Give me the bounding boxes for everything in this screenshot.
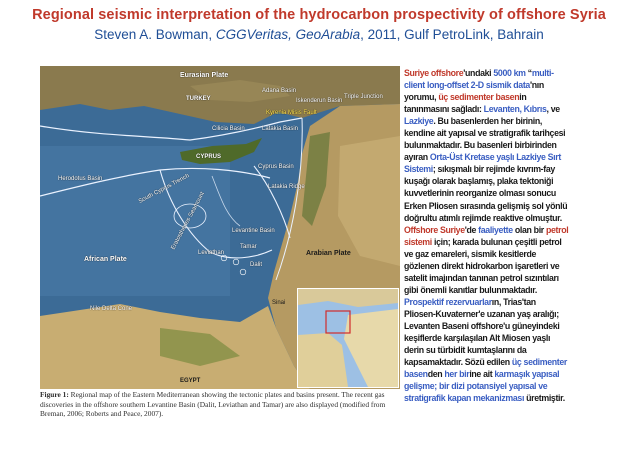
text-run: basen — [404, 369, 428, 380]
text-run: Suriye offshore — [404, 68, 464, 78]
label-african-plate: African Plate — [84, 256, 127, 263]
text-run: Prospektif rezervuarlar — [404, 296, 492, 307]
slide-subtitle — [0, 27, 638, 42]
text-run: Sistemi — [404, 164, 433, 175]
text-run: Pliosen-Kuvaterner'e uzanan yaş aralığı; — [404, 308, 559, 319]
text-run: bulunmaktadır. Bu basenleri birbirinden — [404, 140, 557, 151]
text-run: gibi önemli kanıtlar bulunmaktadır. — [404, 284, 537, 295]
label-egypt: EGYPT — [180, 378, 201, 384]
affiliation: CGGVeritas, GeoArabia — [215, 27, 361, 42]
text-line — [404, 356, 630, 368]
turkish-summary-text — [404, 67, 630, 404]
text-run: Lazkiye — [404, 116, 434, 127]
text-run: ın, Trias'tan — [491, 296, 536, 307]
label-leviathan: Leviathan — [198, 250, 225, 256]
text-run: “ — [525, 68, 532, 78]
text-run: Offshore Suriye — [404, 224, 465, 235]
text-run: yorumu, — [404, 92, 439, 103]
text-line — [404, 284, 630, 296]
text-run: üç sedimenter basen — [438, 92, 520, 103]
text-line — [404, 272, 630, 284]
text-run: , ve — [546, 104, 560, 115]
text-run: ve gaz emareleri, sismik kesitlerde — [404, 248, 537, 259]
text-line — [404, 151, 630, 163]
text-line — [404, 224, 630, 236]
label-south-cyprus-trench: South Cyprus Trench — [137, 173, 191, 205]
text-line — [404, 67, 630, 79]
label-eurasian-plate: Eurasian Plate — [180, 72, 229, 79]
caption-text: Regional map of the Eastern Mediterranean showing the tectonic plates and basins present. The recent gas discoveries in the offshore southern Levantine Basin (Dalit, Leviathan and Tamar) are also displayed (modified from Breman, 2006; Roberts and Peace, 2007). — [40, 390, 386, 419]
text-run: kapsamaktadır. Sözü edilen — [404, 357, 512, 368]
label-cilicia-basin: Cilicia Basin — [212, 126, 245, 132]
text-line — [404, 103, 630, 115]
text-line — [404, 368, 630, 380]
label-herodotus-basin: Herodotus Basin — [58, 176, 103, 182]
text-run: tanınmasını sağladı: — [404, 104, 484, 115]
label-latakia-basin: Latakia Basin — [262, 126, 299, 132]
text-run: . Bu basenlerden her birinin, — [433, 116, 542, 127]
text-run: petrol — [545, 224, 569, 235]
text-run: client long-offset 2-D sismik data — [404, 80, 530, 91]
inset-graphic — [298, 289, 398, 387]
text-run: faaliyette — [478, 224, 513, 235]
label-triple-junction: Triple Junction — [344, 94, 383, 100]
label-sinai: Sinai — [272, 300, 286, 306]
citation: , 2011, Gulf PetroLink, Bahrain — [360, 27, 544, 42]
text-run: üç sedimenter — [511, 357, 567, 368]
label-tamar: Tamar — [240, 244, 257, 250]
text-run: Levanten Baseni offshore'u güneyindeki — [404, 320, 560, 331]
text-run: satelit imajından tanınan petrol sızıntıları — [404, 272, 559, 283]
label-arabian-plate: Arabian Plate — [306, 250, 351, 257]
text-run: Orta-Üst Kretase yaşlı Lazkiye Sırt — [429, 152, 561, 163]
label-cyprus-basin: Cyprus Basin — [258, 164, 294, 170]
text-line — [404, 79, 630, 91]
text-run: 'de — [464, 224, 479, 235]
text-run: multi- — [531, 68, 554, 78]
text-line — [404, 248, 630, 260]
text-line — [404, 332, 630, 344]
text-line — [404, 308, 630, 320]
text-run: den — [427, 369, 445, 380]
text-run: Levanten, Kıbrıs — [483, 104, 547, 115]
text-line — [404, 175, 630, 187]
text-run: doğrultu atımlı rejimde reaktive olmuştur. — [404, 212, 562, 223]
text-run: ine ait — [469, 369, 495, 380]
text-run: gelişme; bir dizi potansiyel yapısal ve — [404, 381, 548, 392]
label-turkey: TURKEY — [186, 96, 211, 102]
text-line — [404, 344, 630, 356]
label-levantine-basin: Levantine Basin — [232, 228, 275, 234]
text-run: olan bir — [512, 224, 546, 235]
caption-label: Figure 1: — [40, 390, 69, 399]
text-run: ; sıkışmalı bir rejimde kıvrım-fay — [432, 164, 555, 175]
text-line — [404, 127, 630, 139]
text-line — [404, 115, 630, 127]
text-run: sistemi — [404, 236, 432, 247]
figure-caption — [40, 390, 400, 419]
text-run: 5000 km — [493, 68, 526, 78]
text-run: kuşağı olarak başlamış, plaka tektoniği — [404, 176, 554, 187]
text-line — [404, 296, 630, 308]
text-run: karmaşık yapısal — [494, 369, 560, 380]
text-run: keşiflerde karşılaşılan Alt Miosen yaşlı — [404, 333, 551, 344]
label-cyprus: CYPRUS — [196, 154, 222, 160]
text-run: Erken Pliosen sırasında gelişmiş sol yönlü — [404, 200, 568, 211]
label-iskenderun-basin: Iskenderun Basin — [296, 98, 343, 104]
text-run: derin su türbidit kumtaşlarını da — [404, 345, 527, 356]
label-kyrenia-fault: Kyrenia Misis Fault — [266, 110, 317, 116]
text-run: stratigrafik kapan mekanizması — [404, 393, 525, 404]
text-line — [404, 187, 630, 199]
text-run: kuvvetlerinin reorganize olması sonucu — [404, 188, 556, 199]
text-line — [404, 320, 630, 332]
text-run: her bir — [444, 369, 470, 380]
slide-title: Regional seismic interpretation of the hydrocarbon prospectivity of offshore Syria — [32, 7, 606, 23]
label-nile-delta-cone: Nile Delta Cone — [90, 306, 133, 312]
label-latakia-ridge: Latakia Ridge — [268, 184, 305, 190]
label-eratosthenes-seamount: Eratosthenes Seamount — [170, 191, 206, 251]
text-run: için; karada bulunan çeşitli petrol — [431, 236, 562, 247]
text-line — [404, 139, 630, 151]
text-run: 'nın — [529, 80, 544, 91]
text-run: gözlenen direkt hidrokarbon işaretleri ve — [404, 260, 560, 271]
text-run: ayıran — [404, 152, 430, 163]
text-line — [404, 91, 630, 103]
location-inset-map — [297, 288, 399, 388]
text-line — [404, 380, 630, 392]
text-line — [404, 212, 630, 224]
text-run: in — [519, 92, 527, 103]
text-line — [404, 200, 630, 212]
text-run: kendine ait yapısal ve stratigrafik tarihçesi — [404, 128, 566, 139]
author-name: Steven A. Bowman, — [94, 27, 216, 42]
text-run: 'undaki — [463, 68, 494, 78]
label-dalit: Dalit — [250, 262, 263, 268]
label-adana-basin: Adana Basin — [262, 88, 297, 94]
text-run: üretmiştir. — [524, 393, 565, 404]
text-line — [404, 236, 630, 248]
text-line — [404, 163, 630, 175]
text-line — [404, 260, 630, 272]
text-line — [404, 392, 630, 404]
